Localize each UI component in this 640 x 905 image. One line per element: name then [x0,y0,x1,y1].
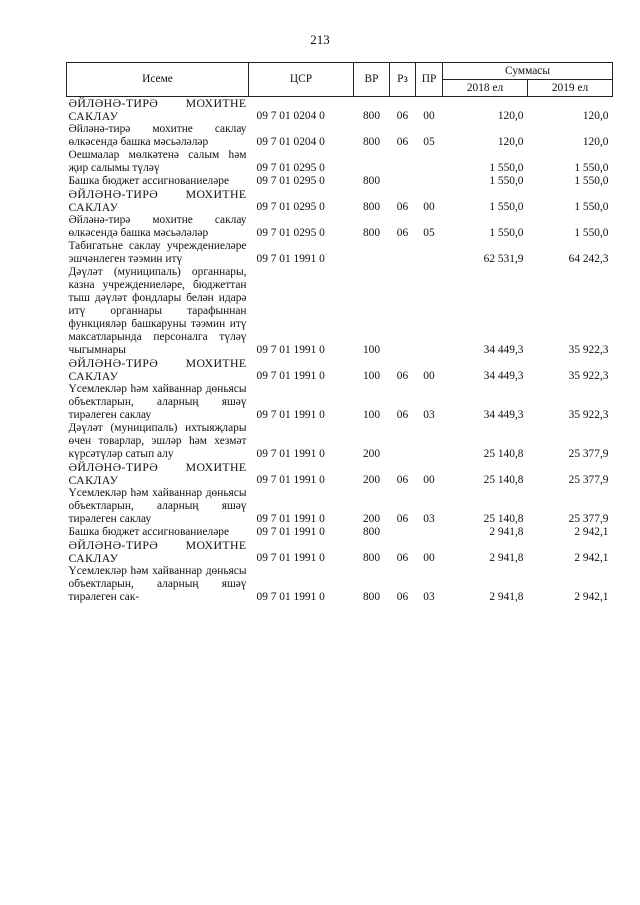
row-value-2018: 34 449,3 [483,344,524,356]
row-rz: 06 [396,227,409,239]
row-name: ӘЙЛӘНӘ-ТИРӘ МОХИТНЕ САКЛАУ [68,356,247,383]
header-year-2018: 2018 ел [443,80,528,97]
row-vr [354,149,390,175]
row-value-2019: 25 377,9 [568,474,609,486]
row-value-2019: 1 550,0 [574,175,609,187]
row-rz [390,266,416,357]
row-value-2018: 34 449,3 [483,370,524,382]
row-rz: 06 [396,201,409,213]
header-name: Исеме [67,63,249,97]
row-pr: 05 [423,136,435,148]
row-value-2019: 1 550,0 [574,162,609,174]
budget-table [66,62,613,604]
header-pr: ПР [416,63,443,97]
row-csr: 09 7 01 1991 0 [256,552,325,564]
row-name: Башка бюджет ассигнованиеләре [68,175,230,187]
row-vr: 100 [362,370,381,382]
table-row [67,357,613,383]
row-value-2018: 1 550,0 [489,227,524,239]
row-value-2019: 1 550,0 [574,201,609,213]
header-year-2019: 2019 ел [528,80,613,97]
row-vr [354,240,390,266]
row-name: Табигатьне саклау учреждениеләре эшчәнлеген тәэмин итү [68,240,247,265]
row-rz [390,526,416,539]
row-pr [416,422,443,461]
row-rz [390,422,416,461]
row-pr: 03 [423,409,435,421]
row-value-2018: 25 140,8 [483,474,524,486]
row-rz: 06 [396,552,409,564]
row-value-2018: 120,0 [497,136,524,148]
table-row [67,461,613,487]
row-name: Үсемлекләр һәм хайваннар дөньясы объектларын, аларның яшәү тирәлеген сак- [68,565,247,603]
table-row [67,149,613,175]
table-row [67,266,613,357]
table-row [67,422,613,461]
row-vr: 100 [362,409,381,421]
row-value-2019: 25 377,9 [568,513,609,525]
row-vr: 800 [362,591,381,603]
row-rz: 06 [396,474,409,486]
table-body [67,97,613,605]
row-vr: 800 [362,136,381,148]
row-csr: 09 7 01 0295 0 [256,162,325,174]
row-vr: 200 [362,474,381,486]
table-row [67,123,613,149]
row-csr: 09 7 01 1991 0 [256,513,325,525]
table-row [67,214,613,240]
row-vr: 800 [362,552,381,564]
row-value-2018: 1 550,0 [489,162,524,174]
row-value-2018: 62 531,9 [483,253,524,265]
row-csr: 09 7 01 1991 0 [256,591,325,603]
table-row [67,487,613,526]
row-csr: 09 7 01 0295 0 [256,201,325,213]
table-row [67,240,613,266]
row-name: Үсемлекләр һәм хайваннар дөньясы объектларын, аларның яшәү тирәлеген саклау [68,487,247,525]
row-value-2018: 2 941,8 [489,552,524,564]
row-csr: 09 7 01 1991 0 [256,253,325,265]
row-name: Әйләнә-тирә мохитне саклау өлкәсендә башка мәсьәләләр [68,214,247,239]
row-name: Әйләнә-тирә мохитне саклау өлкәсендә башка мәсьәләләр [68,123,247,148]
row-pr: 00 [423,370,435,382]
row-value-2019: 64 242,3 [568,253,609,265]
row-value-2019: 35 922,3 [568,409,609,421]
header-rz: Рз [390,63,416,97]
row-value-2018: 1 550,0 [489,175,524,187]
row-csr: 09 7 01 0295 0 [256,175,325,187]
row-csr: 09 7 01 1991 0 [256,448,325,460]
row-csr: 09 7 01 0204 0 [256,110,325,122]
row-pr [416,526,443,539]
row-name: Дәүләт (муниципаль) органнары, казна учреждениеләре, бюджеттан тыш дәүләт фондлары белән идарә итү органнары тарафыннан функцияләр башкаруны тәэмин итү максатларында персоналга түләү чыгымнары [68,266,247,356]
row-value-2019: 2 942,1 [574,591,609,603]
row-value-2018: 25 140,8 [483,448,524,460]
row-rz [390,149,416,175]
row-value-2019: 2 942,1 [574,526,609,538]
page-number: 213 [310,32,330,47]
table-row [67,539,613,565]
row-name: ӘЙЛӘНӘ-ТИРӘ МОХИТНЕ САКЛАУ [68,460,247,487]
header-csr: ЦСР [249,63,354,97]
row-rz: 06 [396,136,409,148]
row-name: ӘЙЛӘНӘ-ТИРӘ МОХИТНЕ САКЛАУ [68,538,247,565]
row-value-2018: 34 449,3 [483,409,524,421]
table-row [67,188,613,214]
row-vr: 800 [362,110,381,122]
row-pr: 00 [423,552,435,564]
row-vr: 200 [362,513,381,525]
row-rz: 06 [396,513,409,525]
row-pr: 00 [423,474,435,486]
row-name: Оешмалар мөлкәтенә салым һәм җир салымы түләү [68,149,247,174]
row-vr: 800 [362,227,381,239]
row-value-2019: 35 922,3 [568,344,609,356]
row-name: Башка бюджет ассигнованиеләре [68,526,230,538]
row-vr: 800 [362,526,381,538]
row-value-2019: 25 377,9 [568,448,609,460]
row-vr: 800 [362,175,381,187]
row-name: Үсемлекләр һәм хайваннар дөньясы объектларын, аларның яшәү тирәлеген саклау [68,383,247,421]
row-rz: 06 [396,591,409,603]
row-value-2018: 25 140,8 [483,513,524,525]
row-pr: 03 [423,591,435,603]
row-pr [416,240,443,266]
row-pr: 00 [423,110,435,122]
row-pr [416,175,443,188]
row-name: ӘЙЛӘНӘ-ТИРӘ МОХИТНЕ САКЛАУ [68,187,247,214]
row-value-2019: 120,0 [582,110,609,122]
row-rz [390,175,416,188]
row-value-2018: 2 941,8 [489,526,524,538]
row-name: Дәүләт (муниципаль) ихтыяҗлары өчен товарлар, эшләр һәм хезмәт күрсәтүләр сатып алу [68,422,247,460]
row-csr: 09 7 01 1991 0 [256,526,325,538]
row-value-2018: 2 941,8 [489,591,524,603]
row-csr: 09 7 01 1991 0 [256,409,325,421]
table-row [67,565,613,604]
row-value-2018: 120,0 [497,110,524,122]
row-csr: 09 7 01 0295 0 [256,227,325,239]
row-vr: 200 [362,448,381,460]
table-row [67,97,613,124]
row-csr: 09 7 01 1991 0 [256,474,325,486]
row-csr: 09 7 01 0204 0 [256,136,325,148]
row-name: ӘЙЛӘНӘ-ТИРӘ МОХИТНЕ САКЛАУ [68,96,247,123]
row-pr: 05 [423,227,435,239]
row-csr: 09 7 01 1991 0 [256,344,325,356]
row-pr: 03 [423,513,435,525]
row-vr: 100 [362,344,381,356]
row-value-2019: 35 922,3 [568,370,609,382]
row-rz: 06 [396,370,409,382]
row-rz: 06 [396,110,409,122]
header-vr: ВР [354,63,390,97]
row-value-2019: 1 550,0 [574,227,609,239]
row-vr: 800 [362,201,381,213]
row-csr: 09 7 01 1991 0 [256,370,325,382]
row-rz: 06 [396,409,409,421]
row-pr: 00 [423,201,435,213]
row-value-2019: 120,0 [582,136,609,148]
row-rz [390,240,416,266]
row-pr [416,149,443,175]
header-sums: Суммасы [443,63,613,80]
row-value-2019: 2 942,1 [574,552,609,564]
row-value-2018: 1 550,0 [489,201,524,213]
table-row [67,383,613,422]
row-pr [416,266,443,357]
